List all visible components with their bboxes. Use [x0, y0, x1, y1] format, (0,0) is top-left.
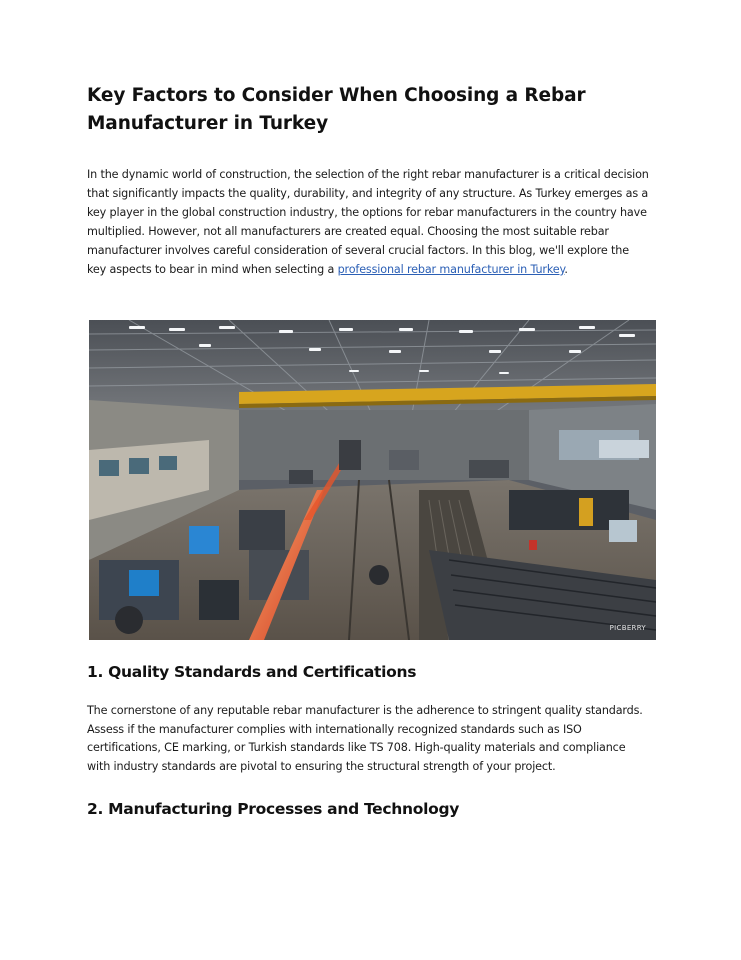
article-title: Key Factors to Consider When Choosing a Rebar Manufacturer in Turkey: [87, 85, 586, 134]
intro-paragraph: [87, 165, 649, 279]
factory-photo: [89, 320, 656, 640]
section-heading-quality: 1. Quality Standards and Certifications: [87, 663, 417, 681]
section-body-quality: The cornerstone of any reputable rebar manufacturer is the adherence to stringent quality standards. Assess if the manufacturer complies with internationally recognized standards such as ISO certifications, CE marking, or Turkish standards like TS 708. High-quality materials and compliance with industry standards are pivotal to ensuring the structural strength of your project.: [87, 704, 643, 773]
rebar-factory-illustration: [89, 320, 656, 640]
rebar-manufacturer-link[interactable]: professional rebar manufacturer in Turkey: [337, 263, 565, 276]
intro-end: .: [564, 263, 568, 276]
intro-text: In the dynamic world of construction, the selection of the right rebar manufacturer is a critical decision that significantly impacts the quality, durability, and integrity of any structure. As Turkey emerges as a key player in the global construction industry, the options for rebar manufacturers in the country have multiplied. However, not all manufacturers are created equal. Choosing the most suitable rebar manufacturer involves careful consideration of several crucial factors. In this blog, we'll explore the key aspects to bear in mind when selecting a: [87, 168, 649, 276]
photo-watermark: PICBERRY: [609, 624, 646, 632]
section-heading-manufacturing: 2. Manufacturing Processes and Technology: [87, 800, 460, 818]
